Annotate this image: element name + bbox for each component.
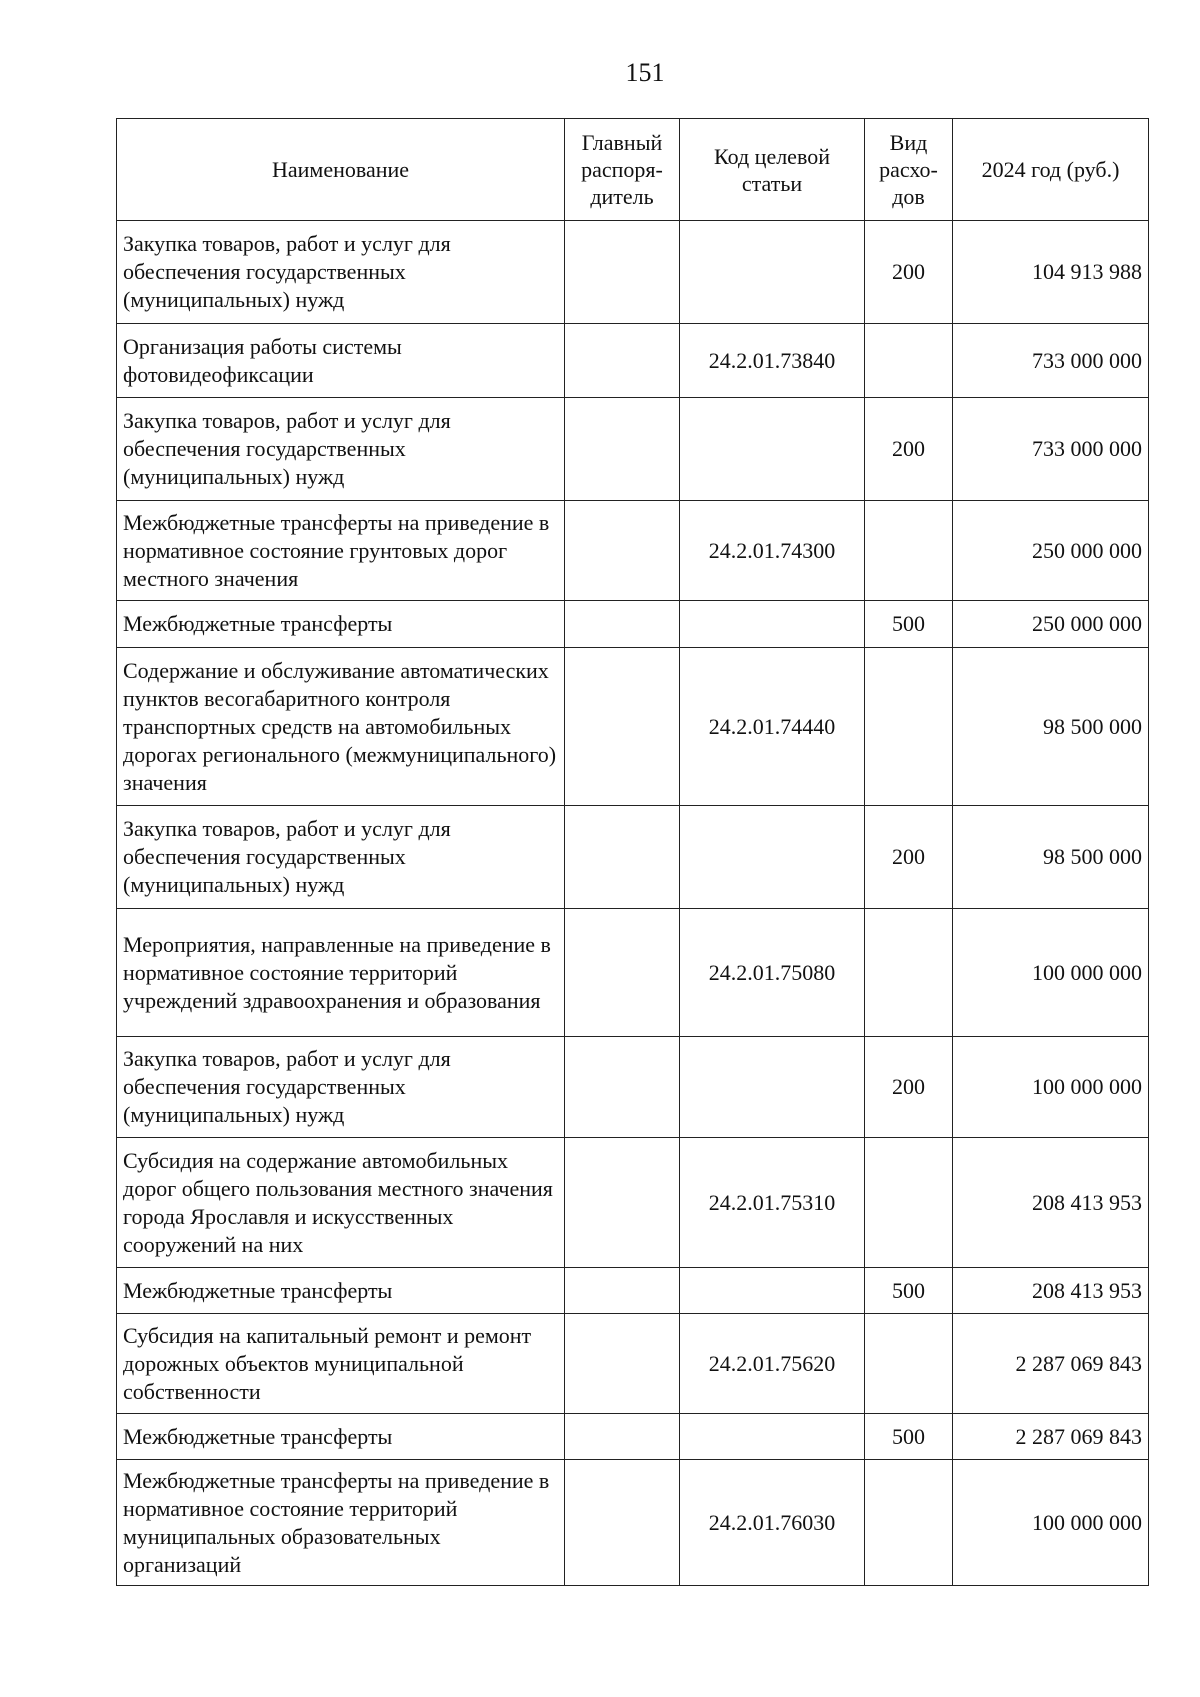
row-name: Межбюджетные трансферты на приведение в нормативное состояние территорий муниципальных образовательных организаций [117,1460,565,1586]
row-type [865,1138,953,1268]
header-name: Наименование [117,119,565,221]
row-amount: 250 000 000 [953,501,1149,601]
table-row [117,501,1149,601]
row-type [865,909,953,1037]
row-name: Закупка товаров, работ и услуг для обеспечения государственных (муниципальных) нужд [117,398,565,501]
row-amount: 208 413 953 [953,1138,1149,1268]
row-type: 500 [865,601,953,648]
header-target-code: Код целевой статьи [680,119,865,221]
row-chief [565,1314,680,1414]
row-code [680,1414,865,1460]
row-name: Межбюджетные трансферты [117,601,565,648]
row-chief [565,909,680,1037]
row-code: 24.2.01.73840 [680,324,865,398]
row-chief [565,648,680,806]
row-type [865,324,953,398]
row-type [865,1460,953,1586]
row-chief [565,501,680,601]
row-type [865,501,953,601]
row-name: Субсидия на капитальный ремонт и ремонт дорожных объектов муниципальной собственности [117,1314,565,1414]
row-amount: 2 287 069 843 [953,1414,1149,1460]
row-amount: 250 000 000 [953,601,1149,648]
row-chief [565,601,680,648]
row-code [680,806,865,909]
table-row [117,221,1149,324]
row-amount: 100 000 000 [953,1037,1149,1138]
row-code: 24.2.01.74440 [680,648,865,806]
table-row [117,1460,1149,1586]
row-name: Межбюджетные трансферты на приведение в нормативное состояние грунтовых дорог местного значения [117,501,565,601]
header-expense-type: Вид расхо-дов [865,119,953,221]
row-type: 200 [865,1037,953,1138]
row-amount: 98 500 000 [953,648,1149,806]
row-amount: 98 500 000 [953,806,1149,909]
row-type: 500 [865,1414,953,1460]
row-code [680,1037,865,1138]
page-number: 151 [625,58,665,87]
row-type: 200 [865,398,953,501]
row-type: 200 [865,221,953,324]
header-chief-manager: Главный распоря-дитель [565,119,680,221]
row-chief [565,324,680,398]
row-amount: 104 913 988 [953,221,1149,324]
table-row [117,909,1149,1037]
row-name: Закупка товаров, работ и услуг для обеспечения государственных (муниципальных) нужд [117,221,565,324]
row-name: Межбюджетные трансферты [117,1414,565,1460]
row-code: 24.2.01.75620 [680,1314,865,1414]
row-name: Мероприятия, направленные на приведение в нормативное состояние территорий учреждений здравоохранения и образования [117,909,565,1037]
table-row [117,398,1149,501]
row-code [680,1268,865,1314]
row-type [865,648,953,806]
table-row [117,601,1149,648]
row-chief [565,806,680,909]
row-amount: 100 000 000 [953,909,1149,1037]
table-row [117,1268,1149,1314]
table-header-row [117,119,1149,221]
row-name: Закупка товаров, работ и услуг для обеспечения государственных (муниципальных) нужд [117,1037,565,1138]
row-chief [565,1138,680,1268]
row-name: Закупка товаров, работ и услуг для обеспечения государственных (муниципальных) нужд [117,806,565,909]
table-row [117,648,1149,806]
row-amount: 733 000 000 [953,324,1149,398]
table-row [117,1414,1149,1460]
row-chief [565,1268,680,1314]
table-row [117,806,1149,909]
row-amount: 100 000 000 [953,1460,1149,1586]
table-row [117,1138,1149,1268]
row-code: 24.2.01.76030 [680,1460,865,1586]
row-code: 24.2.01.74300 [680,501,865,601]
row-code [680,221,865,324]
row-code: 24.2.01.75080 [680,909,865,1037]
row-chief [565,1037,680,1138]
row-code [680,601,865,648]
row-name: Организация работы системы фотовидеофиксации [117,324,565,398]
row-name: Субсидия на содержание автомобильных дорог общего пользования местного значения города Ярославля и искусственных сооружений на них [117,1138,565,1268]
row-type [865,1314,953,1414]
row-chief [565,1460,680,1586]
header-amount: 2024 год (руб.) [953,119,1149,221]
row-type: 200 [865,806,953,909]
row-chief [565,398,680,501]
row-amount: 733 000 000 [953,398,1149,501]
row-chief [565,221,680,324]
row-code [680,398,865,501]
budget-table [116,118,1149,1586]
row-amount: 2 287 069 843 [953,1314,1149,1414]
row-chief [565,1414,680,1460]
row-type: 500 [865,1268,953,1314]
table-row [117,1037,1149,1138]
row-amount: 208 413 953 [953,1268,1149,1314]
table-row [117,1314,1149,1414]
row-name: Межбюджетные трансферты [117,1268,565,1314]
row-code: 24.2.01.75310 [680,1138,865,1268]
table-row [117,324,1149,398]
row-name: Содержание и обслуживание автоматических пунктов весогабаритного контроля транспортных средств на автомобильных дорогах регионального (межмуниципального) значения [117,648,565,806]
